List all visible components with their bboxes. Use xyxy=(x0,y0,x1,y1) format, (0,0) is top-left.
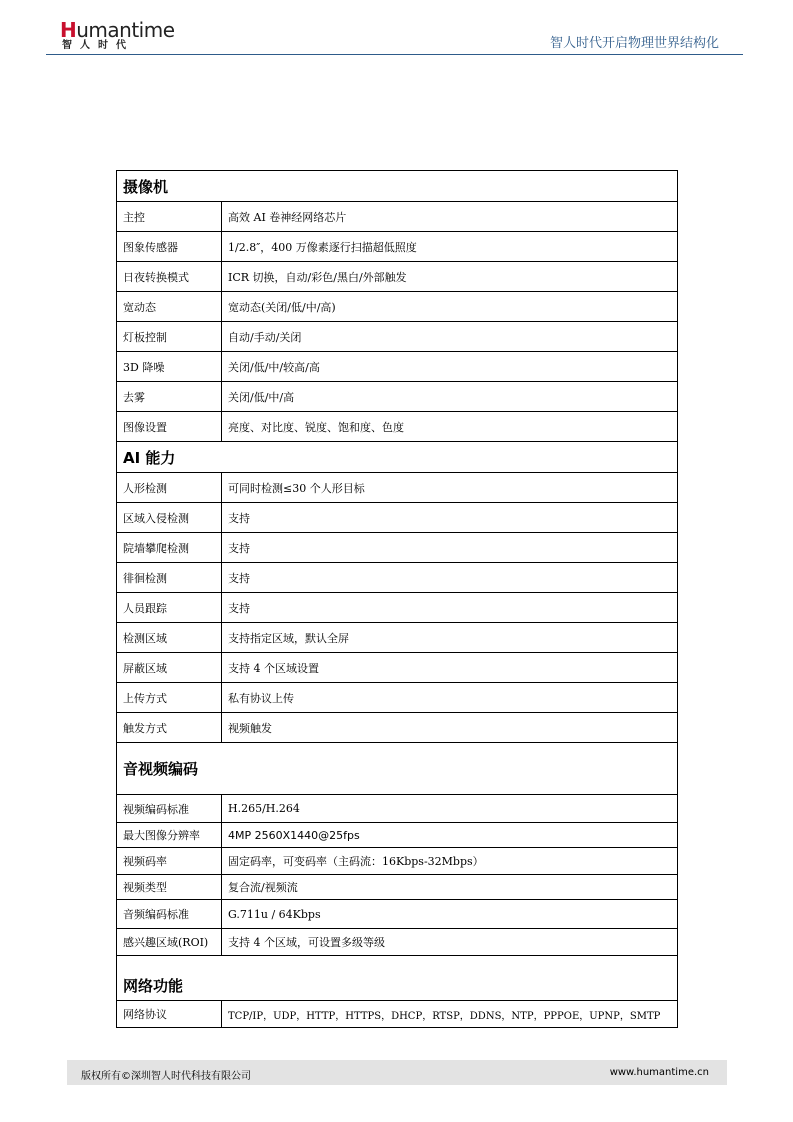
table-row xyxy=(117,533,678,563)
spec-label: 视频码率 xyxy=(117,848,222,875)
spec-value: 宽动态(关闭/低/中/高) xyxy=(222,292,678,322)
spec-value: 关闭/低/中/高 xyxy=(222,382,678,412)
spec-value: 支持指定区域，默认全屏 xyxy=(222,623,678,653)
spec-value: 可同时检测≤30 个人形目标 xyxy=(222,473,678,503)
spec-label: 屏蔽区域 xyxy=(117,653,222,683)
spec-label: 检测区域 xyxy=(117,623,222,653)
spec-value: TCP/IP，UDP，HTTP，HTTPS，DHCP，RTSP，DDNS，NTP，PPPOE，UPNP，SMTP xyxy=(222,1001,678,1028)
spec-value: 视频触发 xyxy=(222,713,678,743)
spec-value: 支持 4 个区域，可设置多级等级 xyxy=(222,929,678,956)
table-row xyxy=(117,292,678,322)
table-row xyxy=(117,823,678,848)
section-header-ai xyxy=(117,442,678,473)
spec-value: 支持 xyxy=(222,503,678,533)
header-divider xyxy=(46,54,743,55)
spec-label: 宽动态 xyxy=(117,292,222,322)
section-header-av-encoding xyxy=(117,743,678,795)
spec-value: 固定码率，可变码率（主码流：16Kbps-32Mbps） xyxy=(222,848,678,875)
spec-label: 人形检测 xyxy=(117,473,222,503)
logo-subtitle: 智人时代 xyxy=(62,40,134,51)
table-row xyxy=(117,262,678,292)
spec-label: 视频编码标准 xyxy=(117,795,222,823)
spec-value: 亮度、对比度、锐度、饱和度、色度 xyxy=(222,412,678,442)
spec-label: 音频编码标准 xyxy=(117,900,222,929)
table-row xyxy=(117,202,678,232)
table-row xyxy=(117,713,678,743)
spec-label: 图像设置 xyxy=(117,412,222,442)
humantime-logo xyxy=(60,20,175,52)
spec-label: 院墙攀爬检测 xyxy=(117,533,222,563)
table-row xyxy=(117,795,678,823)
page-footer xyxy=(67,1060,727,1085)
table-row xyxy=(117,653,678,683)
spec-label: 最大图像分辨率 xyxy=(117,823,222,848)
logo-wordmark: Humantime xyxy=(60,18,175,42)
table-row xyxy=(117,929,678,956)
spec-value: 4MP 2560X1440@25fps xyxy=(222,823,678,848)
spec-label: 图象传感器 xyxy=(117,232,222,262)
table-row xyxy=(117,1001,678,1028)
spec-value: G.711u / 64Kbps xyxy=(222,900,678,929)
section-header-network xyxy=(117,956,678,1001)
spec-value: 1/2.8″，400 万像素逐行扫描超低照度 xyxy=(222,232,678,262)
spec-value: 复合流/视频流 xyxy=(222,875,678,900)
spec-value: H.265/H.264 xyxy=(222,795,678,823)
spec-label: 灯板控制 xyxy=(117,322,222,352)
spec-value: 私有协议上传 xyxy=(222,683,678,713)
table-row xyxy=(117,232,678,262)
spec-label: 视频类型 xyxy=(117,875,222,900)
spec-label: 感兴趣区域(ROI) xyxy=(117,929,222,956)
spec-value: 关闭/低/中/较高/高 xyxy=(222,352,678,382)
section-header-camera xyxy=(117,171,678,202)
spec-label: 去雾 xyxy=(117,382,222,412)
footer-website: www.humantime.cn xyxy=(609,1067,709,1078)
table-row xyxy=(117,848,678,875)
spec-label: 网络协议 xyxy=(117,1001,222,1028)
header-slogan: 智人时代开启物理世界结构化 xyxy=(549,36,719,51)
table-row xyxy=(117,593,678,623)
spec-label: 主控 xyxy=(117,202,222,232)
table-row xyxy=(117,623,678,653)
spec-label: 人员跟踪 xyxy=(117,593,222,623)
section-title: 摄像机 xyxy=(117,171,678,202)
page-header xyxy=(0,0,793,60)
spec-value: 支持 xyxy=(222,533,678,563)
spec-label: 3D 降噪 xyxy=(117,352,222,382)
table-row xyxy=(117,900,678,929)
spec-value: 支持 4 个区域设置 xyxy=(222,653,678,683)
table-row xyxy=(117,563,678,593)
section-title: 网络功能 xyxy=(117,956,678,1001)
spec-value: 支持 xyxy=(222,593,678,623)
footer-copyright: 版权所有©深圳智人时代科技有限公司 xyxy=(81,1071,251,1082)
table-row xyxy=(117,382,678,412)
spec-label: 徘徊检测 xyxy=(117,563,222,593)
table-row xyxy=(117,352,678,382)
table-row xyxy=(117,875,678,900)
table-row xyxy=(117,683,678,713)
table-row xyxy=(117,322,678,352)
table-row xyxy=(117,503,678,533)
spec-label: 区域入侵检测 xyxy=(117,503,222,533)
spec-label: 日夜转换模式 xyxy=(117,262,222,292)
spec-value: 支持 xyxy=(222,563,678,593)
spec-value: ICR 切换，自动/彩色/黑白/外部触发 xyxy=(222,262,678,292)
spec-label: 触发方式 xyxy=(117,713,222,743)
section-title: AI 能力 xyxy=(117,442,678,473)
spec-table xyxy=(116,170,678,1028)
table-row xyxy=(117,473,678,503)
spec-label: 上传方式 xyxy=(117,683,222,713)
spec-value: 自动/手动/关闭 xyxy=(222,322,678,352)
table-row xyxy=(117,412,678,442)
spec-value: 高效 AI 卷神经网络芯片 xyxy=(222,202,678,232)
section-title: 音视频编码 xyxy=(117,743,678,795)
